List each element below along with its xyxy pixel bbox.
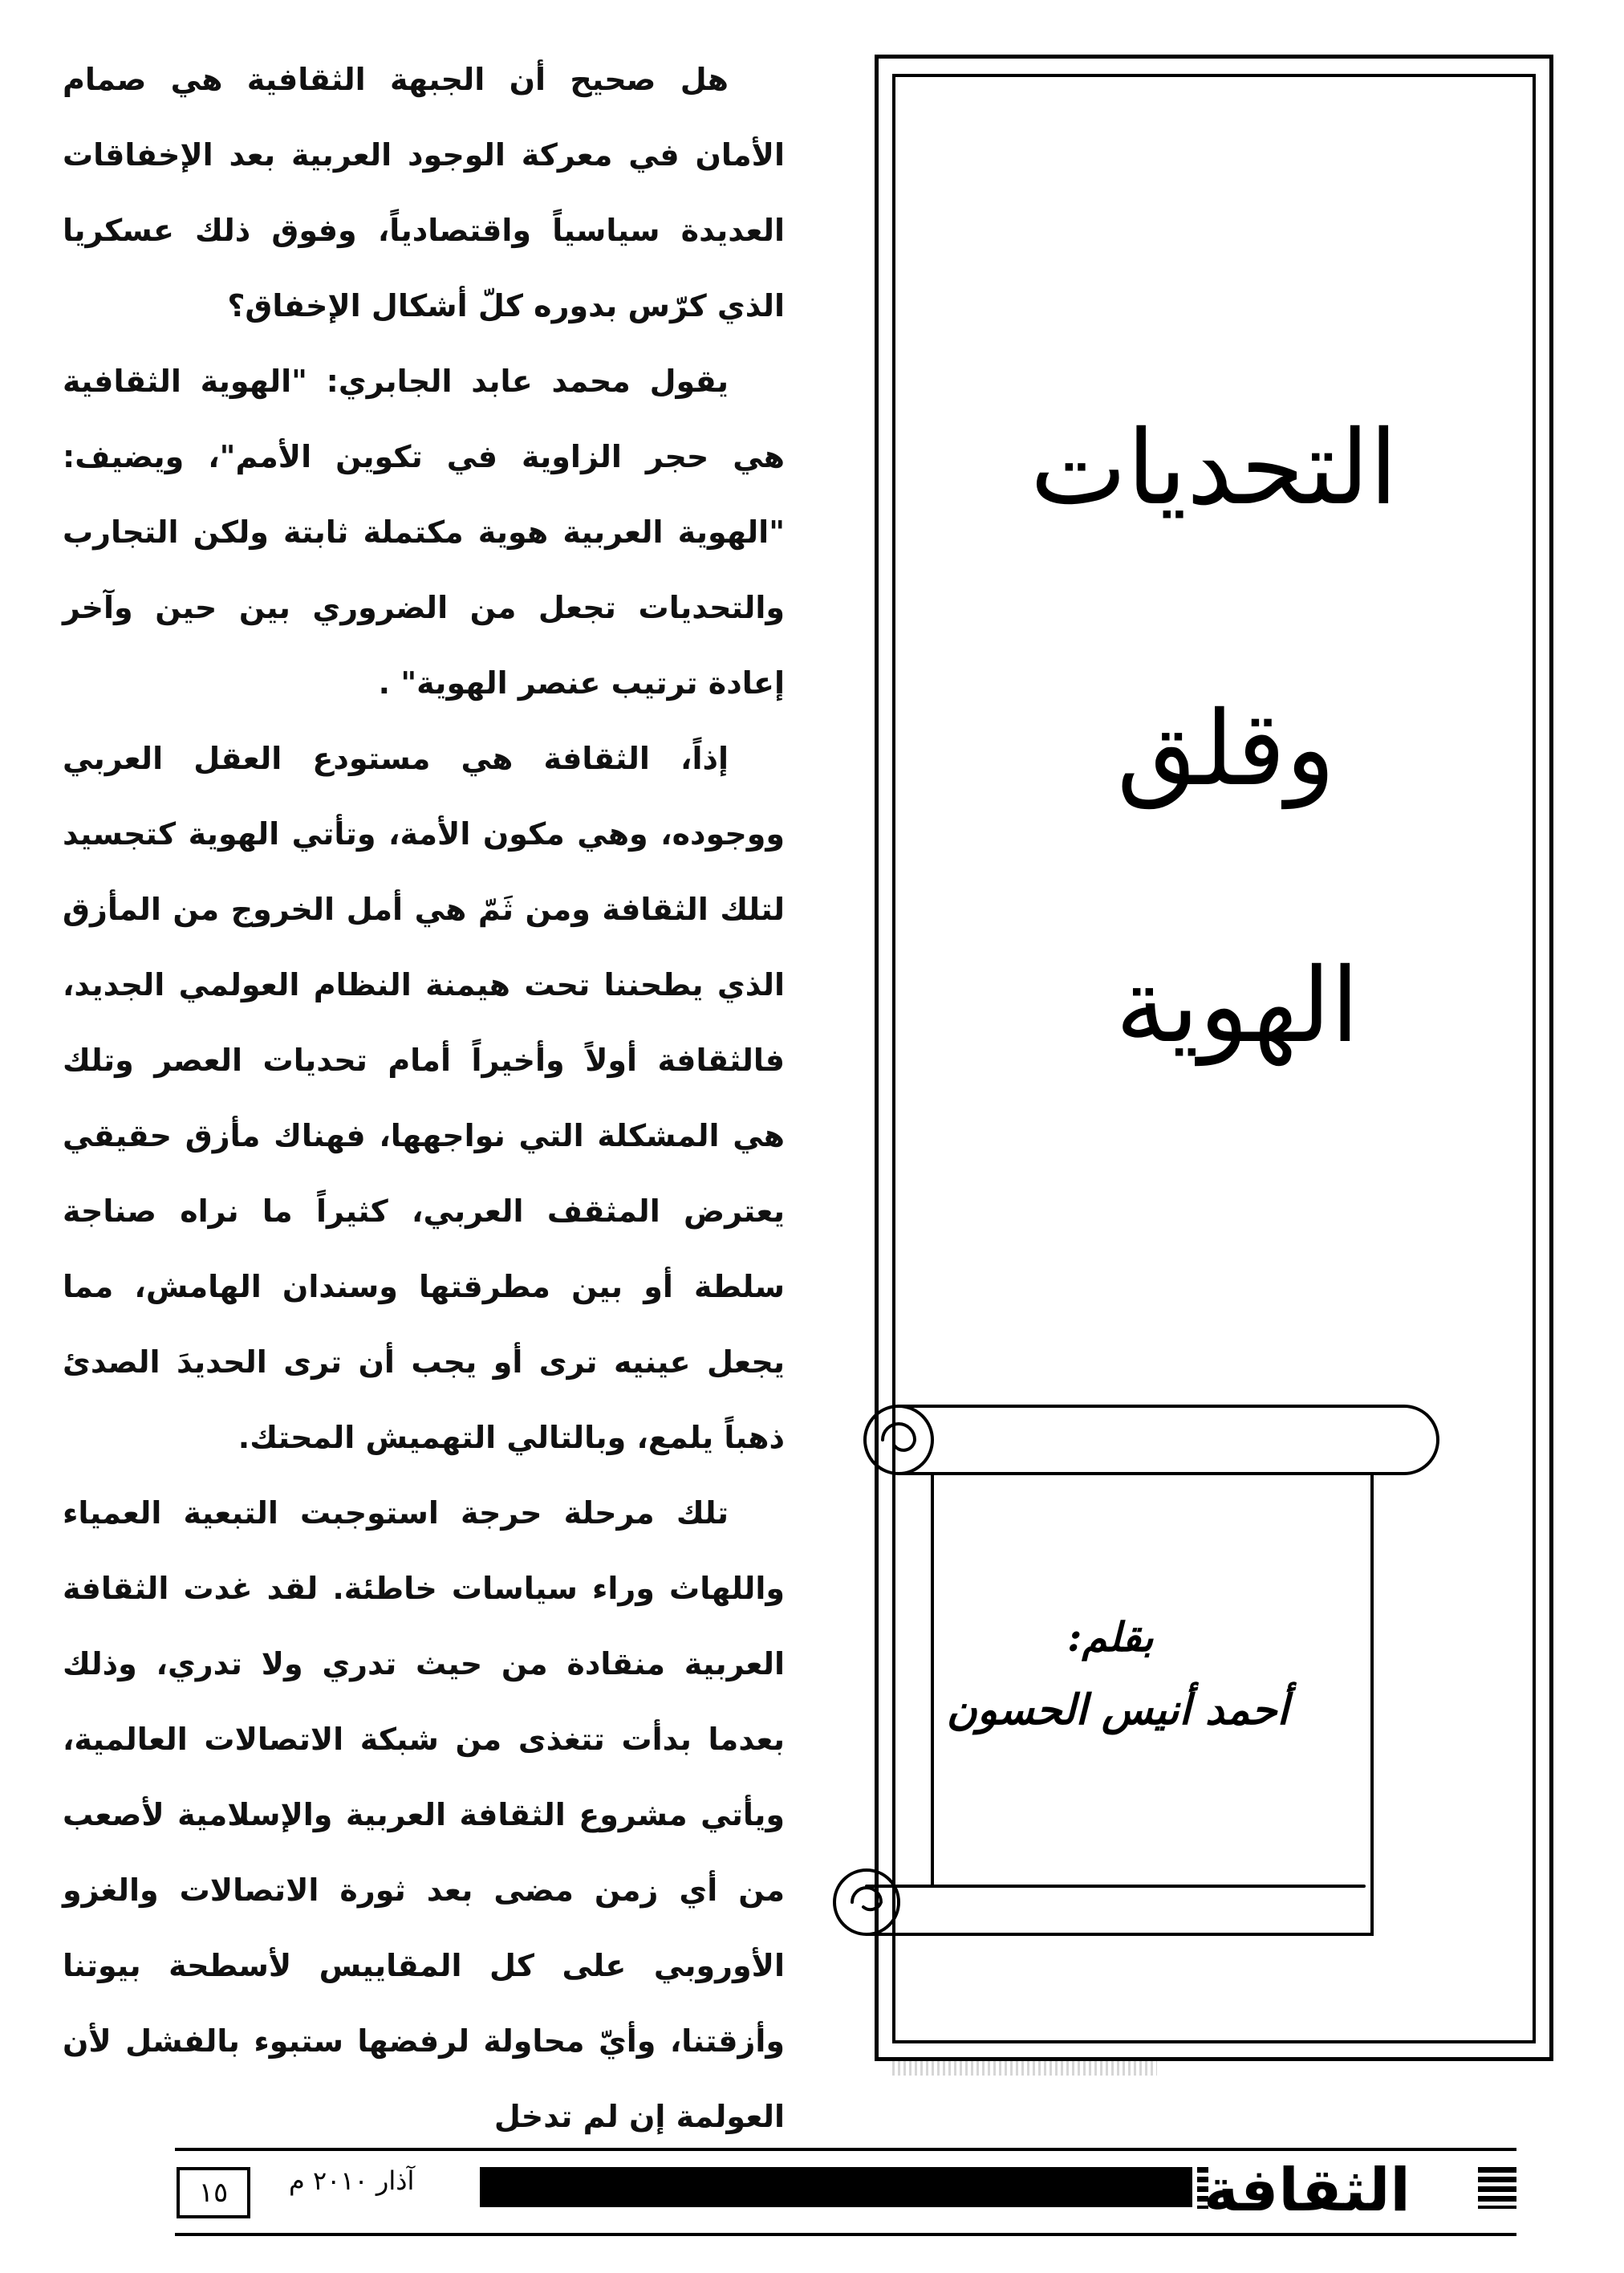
footer-black-bar: [480, 2167, 1192, 2207]
article-paragraph-2: يقول محمد عابد الجابري: "الهوية الثقافية هي حجر الزاوية في تكوين الأمم"، ويضيف: "الهوية العربية هوية مكتملة ثابتة ولكن التجارب والتحديات تجعل من الضروري بين حين وآخر إعادة ترتيب عنصر الهوية" .: [63, 364, 785, 701]
scroll-ornament: [810, 1364, 1452, 1958]
issue-date: آذار ٢٠١٠ م: [289, 2165, 415, 2196]
article-body: [63, 42, 785, 2154]
article-paragraph-3: إذاً، الثقافة هي مستودع العقل العربي ووجوده، وهي مكون الأمة، وتأتي الهوية كتجسيد لتلك الثقافة ومن ثَمّ هي أمل الخروج من المأزق الذي يطحننا تحت هيمنة النظام العولمي الجديد، فالثقافة أولاً وأخيراً أمام تحديات العصر وتلك هي المشكلة التي نواجهها، فهناك مأزق حقيقي يعترض المثقف العربي، كثيراً ما نراه صناجة سلطة أو بين مطرقتها وسندان الهامش، مما يجعل عينيه ترى أو يجب أن ترى الحديدَ الصدئ ذهباً يلمع، وبالتالي التهميش المحتك.: [63, 741, 785, 1455]
article-paragraph-4: تلك مرحلة حرجة استوجبت التبعية العمياء واللهاث وراء سياسات خاطئة. لقد غدت الثقافة العربية منقادة من حيث تدري ولا تدري، وذلك بعدما بدأت تتغذى من شبكة الاتصالات العالمية، ويأتي مشروع الثقافة العربية والإسلامية لأصعب من أي زمن مضى بعد ثورة الاتصالات والغزو الأوروبي على كل المقاييس لأسطحة بيوتنا وأزقتنا، وأيّ محاولة لرفضها ستبوء بالفشل لأن العولمة إن لم تدخل: [63, 1495, 785, 2134]
print-smudge: [892, 2061, 1157, 2076]
article-title-line-2: وقلق: [1116, 689, 1335, 809]
article-title-line-1: التحديات: [1029, 409, 1398, 528]
page-number: ١٥: [177, 2167, 250, 2218]
logo-stripes-right: [1478, 2167, 1516, 2209]
author-name: أحمد أنيس الحسون: [946, 1685, 1289, 1734]
footer-rule-bottom: [175, 2233, 1516, 2236]
article-title-line-3: الهوية: [1115, 946, 1359, 1066]
magazine-logo: الثقافة: [1204, 2156, 1411, 2225]
byline-label: بقلم:: [1067, 1613, 1154, 1661]
article-paragraph-1: هل صحيح أن الجبهة الثقافية هي صمام الأمان في معركة الوجود العربية بعد الإخفاقات العديدة سياسياً واقتصادياً، وفوق ذلك عسكريا الذي كرّس بدوره كلّ أشكال الإخفاق؟: [63, 62, 785, 323]
